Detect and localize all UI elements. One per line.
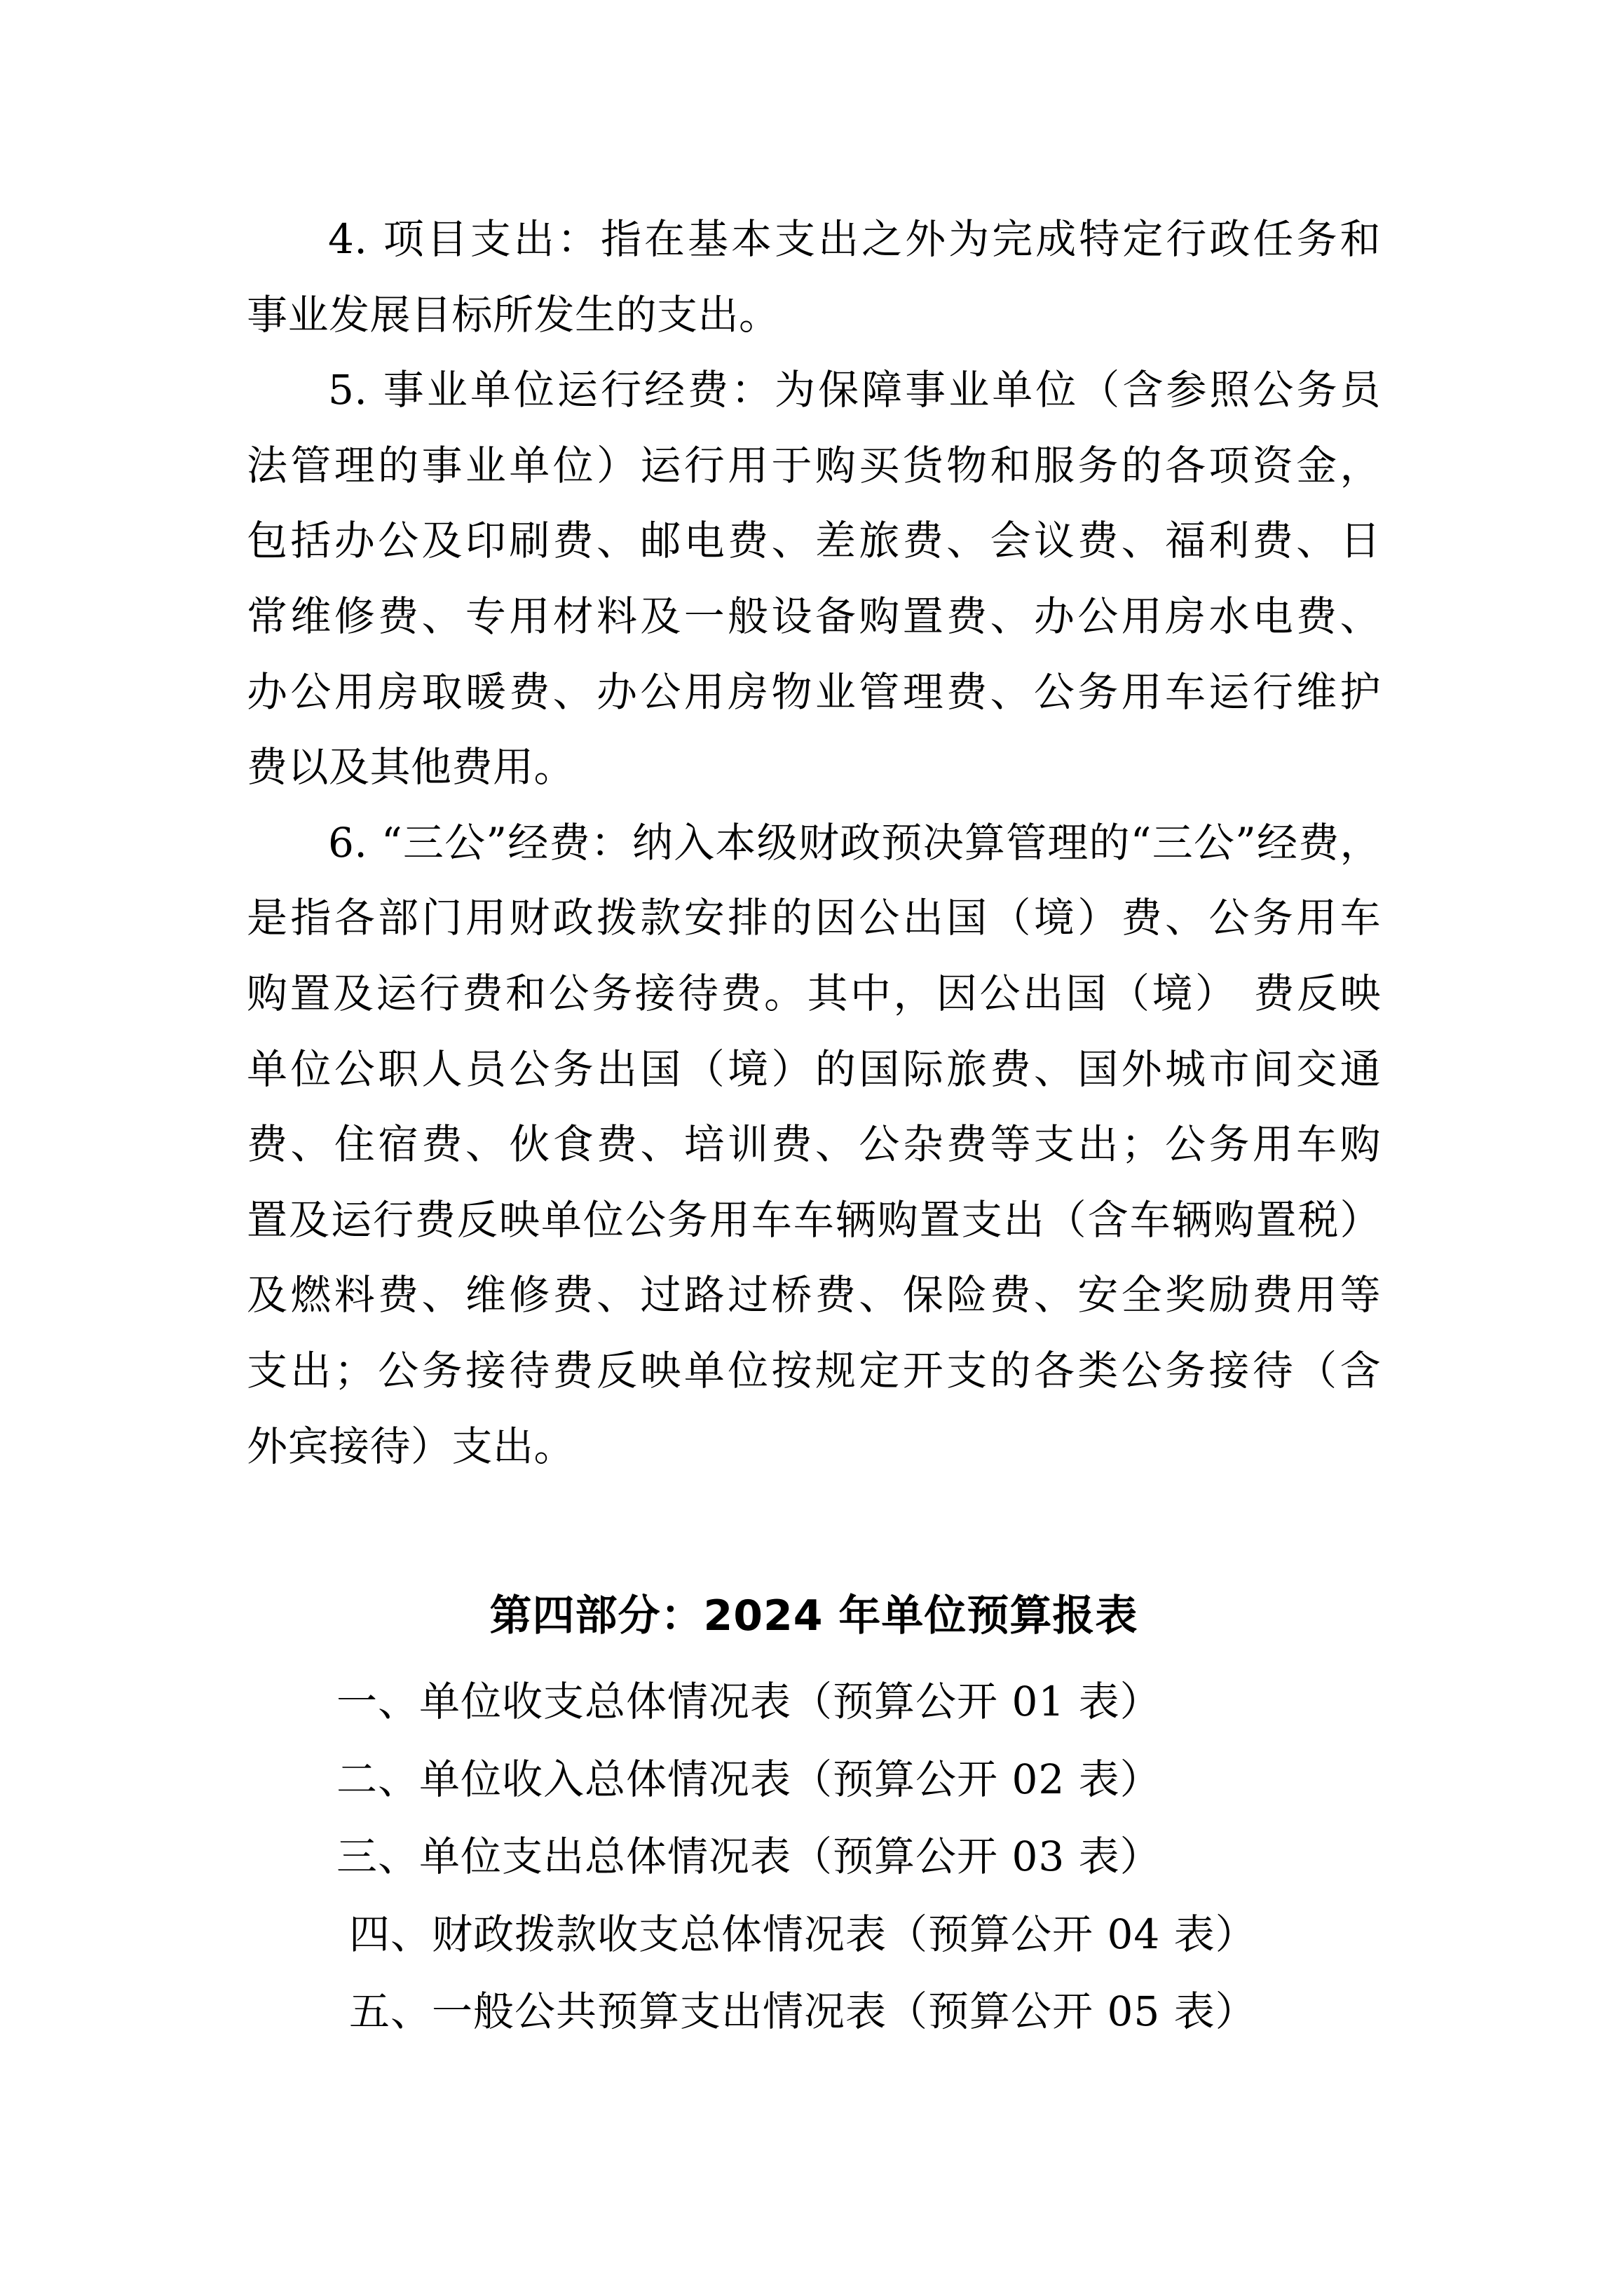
toc-item: 二、单位收入总体情况表（预算公开 02 表）	[336, 1755, 1161, 1803]
body-line: 事业发展目标所发生的支出。	[247, 290, 780, 339]
body-line: 费以及其他费用。	[247, 743, 575, 792]
body-line: 6. “三公”经费：纳入本级财政预决算管理的“三公”经费，	[328, 818, 1381, 867]
toc-item: 一、单位收支总体情况表（预算公开 01 表）	[336, 1678, 1161, 1725]
body-line: 办公用房取暖费、办公用房物业管理费、公务用车运行维护	[247, 667, 1381, 716]
body-line: 法管理的事业单位）运行用于购买货物和服务的各项资金，	[247, 441, 1381, 489]
body-line: 费、住宿费、伙食费、培训费、公杂费等支出；公务用车购	[247, 1120, 1381, 1169]
toc-item: 五、一般公共预算支出情况表（预算公开 05 表）	[349, 1988, 1257, 2035]
body-line: 置及运行费反映单位公务用车车辆购置支出（含车辆购置税）	[247, 1195, 1381, 1244]
body-line: 单位公职人员公务出国（境）的国际旅费、国外城市间交通	[247, 1045, 1381, 1093]
body-line: 支出；公务接待费反映单位按规定开支的各类公务接待（含	[247, 1346, 1381, 1394]
body-line: 外宾接待）支出。	[247, 1422, 575, 1470]
section-heading: 第四部分：2024 年单位预算报表	[489, 1591, 1138, 1641]
body-line: 包括办公及印刷费、邮电费、差旅费、会议费、福利费、日	[247, 517, 1381, 565]
body-text-block	[247, 202, 1381, 1484]
body-line: 5. 事业单位运行经费：为保障事业单位（含参照公务员	[328, 366, 1381, 414]
body-line: 4. 项目支出：指在基本支出之外为完成特定行政任务和	[328, 215, 1381, 263]
table-list	[247, 1663, 1381, 2051]
toc-item: 四、财政拨款收支总体情况表（预算公开 04 表）	[349, 1910, 1257, 1958]
body-line: 常维修费、专用材料及一般设备购置费、办公用房水电费、	[247, 592, 1381, 640]
body-line: 及燃料费、维修费、过路过桥费、保险费、安全奖励费用等	[247, 1271, 1381, 1319]
toc-item: 三、单位支出总体情况表（预算公开 03 表）	[336, 1833, 1161, 1880]
body-line: 购置及运行费和公务接待费。其中，因公出国（境） 费反映	[247, 969, 1381, 1017]
body-line: 是指各部门用财政拨款安排的因公出国（境）费、公务用车	[247, 894, 1381, 942]
